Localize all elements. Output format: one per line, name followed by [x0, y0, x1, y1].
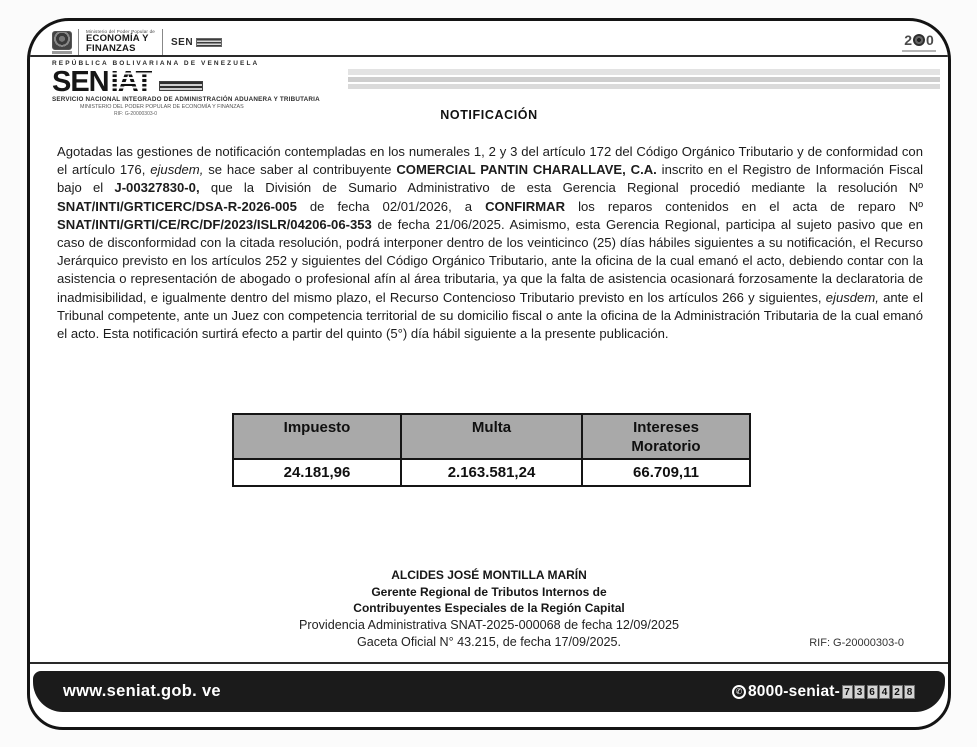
value-impuesto: 24.181,96 — [233, 459, 401, 486]
table-value-row — [233, 459, 750, 486]
body-segment: inscrito en el Registro de Información Fiscal bajo el — [57, 162, 924, 196]
seniat-logo-iat: IAT — [110, 66, 153, 98]
ministry-line1: ECONOMÍA Y — [86, 33, 149, 45]
seniat-small-stripes-icon — [196, 38, 222, 47]
footer-separator-line — [30, 662, 948, 664]
header-multa: Multa — [401, 414, 582, 459]
body-segment-italic: ejusdem, — [825, 289, 879, 305]
header-separator-line — [30, 55, 948, 57]
table-header-row — [233, 414, 750, 459]
website-text: www.seniat.gob. ve — [63, 682, 221, 700]
value-intereses: 66.709,11 — [582, 459, 750, 486]
header-impuesto: Impuesto — [233, 414, 401, 459]
page-title: NOTIFICACIÓN — [440, 108, 538, 122]
body-segment: de fecha 21/06/2025. Asimismo, esta Gerencia Regional, participa al sujeto pasivo que en caso de disconformidad con la citada resolución, podrá interponer dentro de los veinticinco (25) días hábiles siguientes a su notificación, el Recurso Jerárquico previsto en los artículos 252 y siguientes del Código Orgánico Tributario, ante la oficina de la cual emanó el acto, debiendo contar con la asistencia o representación de abogado o profesional afín al área tributaria, ya que la falta de asistencia ocasionará forzosamente la declaratoria de inadmisibilidad, e igualmente dentro del mismo plazo, el Recurso Contencioso Tributario previsto en los artículos 266 y siguientes, — [57, 216, 923, 305]
service-name-line: SERVICIO NACIONAL INTEGRADO DE ADMINISTRACIÓN ADUANERA Y TRIBUTARIA — [52, 96, 320, 103]
seniat-small-logo — [171, 37, 222, 48]
amounts-table — [232, 413, 751, 487]
seniat-logo-flag-icon — [159, 81, 203, 91]
header-intereses: Intereses Moratorio — [582, 414, 750, 459]
phone-digit: 2 — [892, 685, 903, 699]
value-multa: 2.163.581,24 — [401, 459, 582, 486]
document-frame — [27, 18, 951, 730]
ministry-name — [78, 29, 163, 56]
phone-digit: 7 — [842, 685, 853, 699]
ministry-line2: FINANZAS — [86, 43, 136, 55]
republic-line: REPÚBLICA BOLIVARIANA DE VENEZUELA — [52, 60, 260, 67]
body-segment: de fecha 02/01/2026, a — [296, 198, 486, 214]
confirmar-word: CONFIRMAR — [485, 198, 566, 214]
phone-digit: 6 — [867, 685, 878, 699]
anniversary-right-digit: 0 — [926, 32, 934, 48]
phone-number — [732, 683, 915, 701]
body-segment: Agotadas las gestiones de notificación contempladas en los numerales 1, 2 y 3 del artículo 172 del Código Orgánico Tributario y de conformidad con el artículo 176, — [57, 144, 923, 178]
seniat-logo — [52, 66, 352, 98]
letterhead-rif-line: RIF: G-20000303-0 — [114, 111, 158, 117]
phone-prefix: 8000-seniat- — [747, 682, 840, 700]
body-segment: los reparos contenidos en el acta de reparo Nº — [565, 198, 923, 214]
signer-title-2: Contribuyentes Especiales de la Región Capital — [353, 601, 625, 615]
anniversary-caption-bar — [902, 50, 936, 52]
seniat-small-text: SEN — [171, 36, 194, 48]
providencia-line: Providencia Administrativa SNAT-2025-000068 de fecha 12/09/2025 — [299, 617, 679, 632]
rif-note: RIF: G-20000303-0 — [809, 637, 904, 649]
anniversary-star-icon — [913, 34, 925, 46]
phone-icon: ✆ — [732, 685, 746, 699]
ministry-tiny-line: Ministerio del Poder Popular de — [86, 28, 155, 34]
coat-of-arms-icon — [52, 31, 72, 54]
body-segment: se hace saber al contribuyente — [203, 162, 397, 178]
acta-number: SNAT/INTI/GRTI/CE/RC/DF/2023/ISLR/04206-06-353 — [57, 216, 372, 232]
taxpayer-name: COMERCIAL PANTIN CHARALLAVE, C.A. — [396, 162, 657, 178]
notification-body — [57, 143, 923, 343]
taxpayer-rif: J-00327830-0, — [114, 180, 200, 196]
phone-digit: 8 — [904, 685, 915, 699]
ministry-name-line: MINISTERIO DEL PODER POPULAR DE ECONOMÍA Y FINANZAS — [80, 104, 244, 110]
phone-digit: 4 — [879, 685, 890, 699]
anniversary-left-digit: 2 — [904, 32, 912, 48]
resolution-number: SNAT/INTI/GRTICERC/DSA-R-2026-005 — [57, 198, 297, 214]
anniversary-logo — [896, 32, 942, 52]
ministry-logo-block — [52, 27, 222, 57]
signer-name: ALCIDES JOSÉ MONTILLA MARÍN — [391, 568, 587, 582]
footer-bar — [33, 671, 945, 712]
phone-digit: 3 — [854, 685, 865, 699]
letterhead-stripes — [348, 69, 940, 89]
body-segment: ante el Tribunal competente, ante un Juez con competencia territorial de su domicilio fiscal o ante la oficina de la Administración Tributaria de la cual emanó el acto. Esta notificación surtirá efecto a partir del quinto (5°) día hábil siguiente a la presente publicación. — [57, 289, 923, 342]
body-segment: que la División de Sumario Administrativo de esta Gerencia Regional procedió mediante la resolución Nº — [199, 180, 923, 196]
signer-title-1: Gerente Regional de Tributos Internos de — [371, 584, 607, 599]
gaceta-line: Gaceta Oficial N° 43.215, de fecha 17/09/2025. — [356, 635, 622, 649]
body-segment-italic: ejusdem, — [150, 162, 204, 178]
seniat-logo-sen: SEN — [52, 66, 109, 98]
